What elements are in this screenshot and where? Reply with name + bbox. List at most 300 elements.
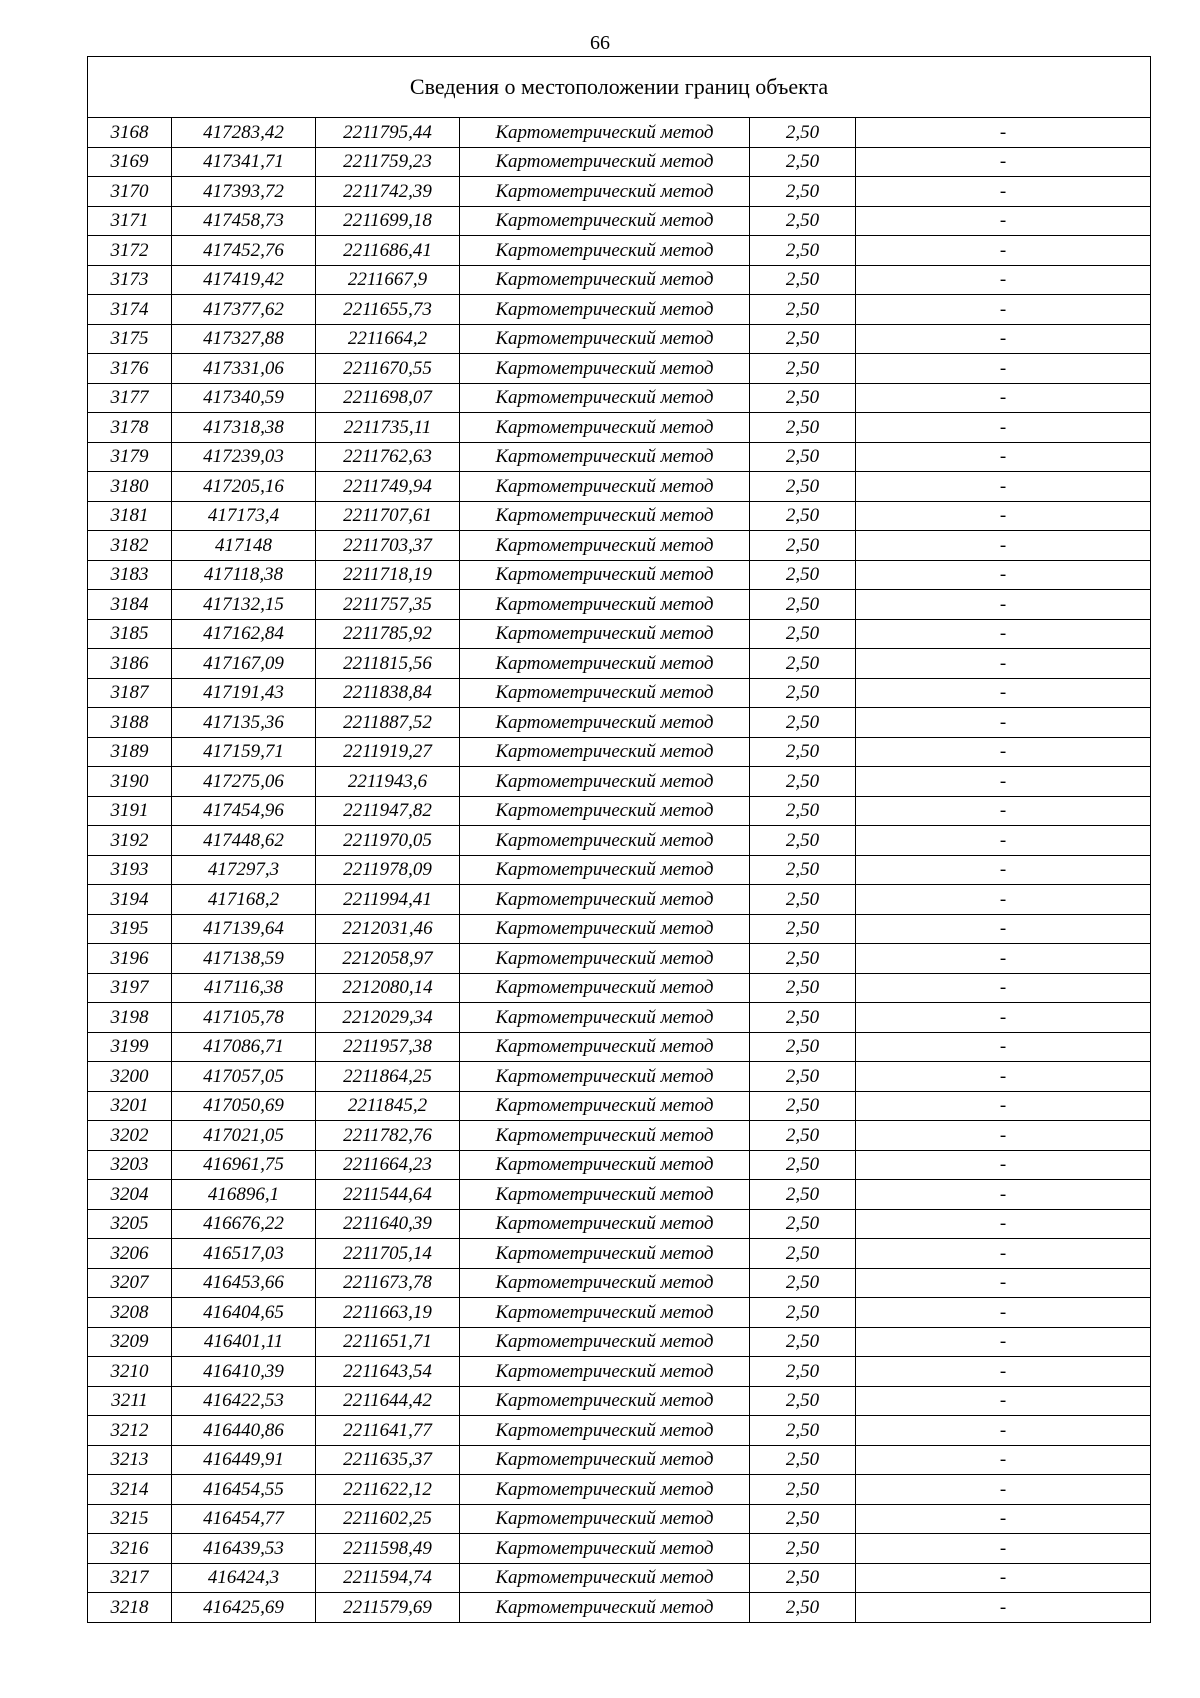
description-cell: - [856, 324, 1151, 354]
accuracy-cell: 2,50 [750, 383, 856, 413]
accuracy-cell: 2,50 [750, 855, 856, 885]
description-cell: - [856, 147, 1151, 177]
x-coordinate-cell: 417057,05 [172, 1062, 316, 1092]
method-cell: Картометрический метод [460, 354, 750, 384]
table-row [88, 1121, 1151, 1151]
accuracy-cell: 2,50 [750, 206, 856, 236]
table-row [88, 973, 1151, 1003]
method-cell: Картометрический метод [460, 383, 750, 413]
accuracy-cell: 2,50 [750, 1416, 856, 1446]
point-number-cell: 3213 [88, 1445, 172, 1475]
x-coordinate-cell: 417275,06 [172, 767, 316, 797]
point-number-cell: 3170 [88, 177, 172, 207]
y-coordinate-cell: 2212031,46 [316, 914, 460, 944]
method-cell: Картометрический метод [460, 206, 750, 236]
description-cell: - [856, 1180, 1151, 1210]
table-row [88, 678, 1151, 708]
y-coordinate-cell: 2211644,42 [316, 1386, 460, 1416]
method-cell: Картометрический метод [460, 1386, 750, 1416]
description-cell: - [856, 1298, 1151, 1328]
description-cell: - [856, 177, 1151, 207]
table-row [88, 914, 1151, 944]
table-row [88, 1032, 1151, 1062]
x-coordinate-cell: 417318,38 [172, 413, 316, 443]
method-cell: Картометрический метод [460, 1032, 750, 1062]
y-coordinate-cell: 2212029,34 [316, 1003, 460, 1033]
point-number-cell: 3191 [88, 796, 172, 826]
point-number-cell: 3182 [88, 531, 172, 561]
table-row [88, 1327, 1151, 1357]
accuracy-cell: 2,50 [750, 767, 856, 797]
accuracy-cell: 2,50 [750, 914, 856, 944]
table-row [88, 531, 1151, 561]
method-cell: Картометрический метод [460, 295, 750, 325]
table-row [88, 1563, 1151, 1593]
y-coordinate-cell: 2211785,92 [316, 619, 460, 649]
method-cell: Картометрический метод [460, 767, 750, 797]
description-cell: - [856, 1091, 1151, 1121]
description-cell: - [856, 973, 1151, 1003]
method-cell: Картометрический метод [460, 1445, 750, 1475]
y-coordinate-cell: 2211759,23 [316, 147, 460, 177]
method-cell: Картометрический метод [460, 118, 750, 148]
method-cell: Картометрический метод [460, 472, 750, 502]
y-coordinate-cell: 2211978,09 [316, 855, 460, 885]
accuracy-cell: 2,50 [750, 295, 856, 325]
accuracy-cell: 2,50 [750, 560, 856, 590]
point-number-cell: 3211 [88, 1386, 172, 1416]
x-coordinate-cell: 416424,3 [172, 1563, 316, 1593]
x-coordinate-cell: 417086,71 [172, 1032, 316, 1062]
point-number-cell: 3218 [88, 1593, 172, 1623]
point-number-cell: 3208 [88, 1298, 172, 1328]
point-number-cell: 3203 [88, 1150, 172, 1180]
accuracy-cell: 2,50 [750, 619, 856, 649]
x-coordinate-cell: 417239,03 [172, 442, 316, 472]
accuracy-cell: 2,50 [750, 1298, 856, 1328]
description-cell: - [856, 1032, 1151, 1062]
point-number-cell: 3199 [88, 1032, 172, 1062]
x-coordinate-cell: 417138,59 [172, 944, 316, 974]
y-coordinate-cell: 2211757,35 [316, 590, 460, 620]
description-cell: - [856, 236, 1151, 266]
point-number-cell: 3200 [88, 1062, 172, 1092]
y-coordinate-cell: 2211795,44 [316, 118, 460, 148]
table-row [88, 796, 1151, 826]
table-row [88, 1003, 1151, 1033]
x-coordinate-cell: 416422,53 [172, 1386, 316, 1416]
accuracy-cell: 2,50 [750, 885, 856, 915]
x-coordinate-cell: 417148 [172, 531, 316, 561]
table-row [88, 147, 1151, 177]
accuracy-cell: 2,50 [750, 1180, 856, 1210]
point-number-cell: 3173 [88, 265, 172, 295]
x-coordinate-cell: 417105,78 [172, 1003, 316, 1033]
accuracy-cell: 2,50 [750, 737, 856, 767]
y-coordinate-cell: 2211640,39 [316, 1209, 460, 1239]
y-coordinate-cell: 2211698,07 [316, 383, 460, 413]
point-number-cell: 3194 [88, 885, 172, 915]
x-coordinate-cell: 417448,62 [172, 826, 316, 856]
y-coordinate-cell: 2211947,82 [316, 796, 460, 826]
description-cell: - [856, 1150, 1151, 1180]
method-cell: Картометрический метод [460, 1268, 750, 1298]
point-number-cell: 3189 [88, 737, 172, 767]
y-coordinate-cell: 2211705,14 [316, 1239, 460, 1269]
accuracy-cell: 2,50 [750, 1091, 856, 1121]
table-row [88, 560, 1151, 590]
y-coordinate-cell: 2211686,41 [316, 236, 460, 266]
accuracy-cell: 2,50 [750, 649, 856, 679]
x-coordinate-cell: 416440,86 [172, 1416, 316, 1446]
description-cell: - [856, 1445, 1151, 1475]
accuracy-cell: 2,50 [750, 1475, 856, 1505]
y-coordinate-cell: 2211594,74 [316, 1563, 460, 1593]
accuracy-cell: 2,50 [750, 1504, 856, 1534]
description-cell: - [856, 944, 1151, 974]
x-coordinate-cell: 417167,09 [172, 649, 316, 679]
y-coordinate-cell: 2211762,63 [316, 442, 460, 472]
x-coordinate-cell: 417132,15 [172, 590, 316, 620]
x-coordinate-cell: 417377,62 [172, 295, 316, 325]
x-coordinate-cell: 417191,43 [172, 678, 316, 708]
table-row [88, 944, 1151, 974]
table-row [88, 1593, 1151, 1623]
x-coordinate-cell: 416439,53 [172, 1534, 316, 1564]
x-coordinate-cell: 417173,4 [172, 501, 316, 531]
point-number-cell: 3190 [88, 767, 172, 797]
method-cell: Картометрический метод [460, 649, 750, 679]
method-cell: Картометрический метод [460, 501, 750, 531]
table-row [88, 1298, 1151, 1328]
accuracy-cell: 2,50 [750, 796, 856, 826]
y-coordinate-cell: 2211845,2 [316, 1091, 460, 1121]
description-cell: - [856, 855, 1151, 885]
accuracy-cell: 2,50 [750, 1445, 856, 1475]
description-cell: - [856, 118, 1151, 148]
description-cell: - [856, 1327, 1151, 1357]
description-cell: - [856, 914, 1151, 944]
accuracy-cell: 2,50 [750, 354, 856, 384]
point-number-cell: 3168 [88, 118, 172, 148]
accuracy-cell: 2,50 [750, 177, 856, 207]
method-cell: Картометрический метод [460, 413, 750, 443]
y-coordinate-cell: 2211622,12 [316, 1475, 460, 1505]
point-number-cell: 3207 [88, 1268, 172, 1298]
x-coordinate-cell: 417021,05 [172, 1121, 316, 1151]
description-cell: - [856, 1563, 1151, 1593]
table-row [88, 383, 1151, 413]
method-cell: Картометрический метод [460, 1327, 750, 1357]
x-coordinate-cell: 417297,3 [172, 855, 316, 885]
description-cell: - [856, 265, 1151, 295]
point-number-cell: 3215 [88, 1504, 172, 1534]
y-coordinate-cell: 2211957,38 [316, 1032, 460, 1062]
method-cell: Картометрический метод [460, 855, 750, 885]
accuracy-cell: 2,50 [750, 1386, 856, 1416]
point-number-cell: 3212 [88, 1416, 172, 1446]
accuracy-cell: 2,50 [750, 678, 856, 708]
method-cell: Картометрический метод [460, 944, 750, 974]
table-row [88, 590, 1151, 620]
y-coordinate-cell: 2211838,84 [316, 678, 460, 708]
description-cell: - [856, 826, 1151, 856]
x-coordinate-cell: 417458,73 [172, 206, 316, 236]
y-coordinate-cell: 2211943,6 [316, 767, 460, 797]
table-row [88, 501, 1151, 531]
accuracy-cell: 2,50 [750, 1593, 856, 1623]
y-coordinate-cell: 2211919,27 [316, 737, 460, 767]
point-number-cell: 3193 [88, 855, 172, 885]
point-number-cell: 3172 [88, 236, 172, 266]
y-coordinate-cell: 2211749,94 [316, 472, 460, 502]
point-number-cell: 3192 [88, 826, 172, 856]
accuracy-cell: 2,50 [750, 1563, 856, 1593]
table-row [88, 236, 1151, 266]
method-cell: Картометрический метод [460, 708, 750, 738]
description-cell: - [856, 767, 1151, 797]
y-coordinate-cell: 2211864,25 [316, 1062, 460, 1092]
description-cell: - [856, 590, 1151, 620]
y-coordinate-cell: 2211742,39 [316, 177, 460, 207]
y-coordinate-cell: 2211707,61 [316, 501, 460, 531]
point-number-cell: 3185 [88, 619, 172, 649]
point-number-cell: 3169 [88, 147, 172, 177]
table-row [88, 1180, 1151, 1210]
method-cell: Картометрический метод [460, 737, 750, 767]
table-row [88, 708, 1151, 738]
point-number-cell: 3217 [88, 1563, 172, 1593]
method-cell: Картометрический метод [460, 1475, 750, 1505]
accuracy-cell: 2,50 [750, 442, 856, 472]
point-number-cell: 3180 [88, 472, 172, 502]
x-coordinate-cell: 417327,88 [172, 324, 316, 354]
description-cell: - [856, 737, 1151, 767]
method-cell: Картометрический метод [460, 678, 750, 708]
accuracy-cell: 2,50 [750, 708, 856, 738]
x-coordinate-cell: 417139,64 [172, 914, 316, 944]
table-row [88, 1209, 1151, 1239]
description-cell: - [856, 678, 1151, 708]
point-number-cell: 3210 [88, 1357, 172, 1387]
table-row [88, 295, 1151, 325]
method-cell: Картометрический метод [460, 1593, 750, 1623]
method-cell: Картометрический метод [460, 1504, 750, 1534]
method-cell: Картометрический метод [460, 885, 750, 915]
x-coordinate-cell: 417454,96 [172, 796, 316, 826]
description-cell: - [856, 885, 1151, 915]
x-coordinate-cell: 417340,59 [172, 383, 316, 413]
method-cell: Картометрический метод [460, 796, 750, 826]
description-cell: - [856, 442, 1151, 472]
description-cell: - [856, 1121, 1151, 1151]
accuracy-cell: 2,50 [750, 826, 856, 856]
accuracy-cell: 2,50 [750, 1327, 856, 1357]
accuracy-cell: 2,50 [750, 531, 856, 561]
table-row [88, 649, 1151, 679]
method-cell: Картометрический метод [460, 442, 750, 472]
table-row [88, 737, 1151, 767]
method-cell: Картометрический метод [460, 1180, 750, 1210]
y-coordinate-cell: 2211598,49 [316, 1534, 460, 1564]
point-number-cell: 3206 [88, 1239, 172, 1269]
description-cell: - [856, 1475, 1151, 1505]
x-coordinate-cell: 416410,39 [172, 1357, 316, 1387]
x-coordinate-cell: 417452,76 [172, 236, 316, 266]
accuracy-cell: 2,50 [750, 1268, 856, 1298]
x-coordinate-cell: 416896,1 [172, 1180, 316, 1210]
y-coordinate-cell: 2211579,69 [316, 1593, 460, 1623]
y-coordinate-cell: 2211718,19 [316, 560, 460, 590]
x-coordinate-cell: 417135,36 [172, 708, 316, 738]
x-coordinate-cell: 417393,72 [172, 177, 316, 207]
description-cell: - [856, 1062, 1151, 1092]
method-cell: Картометрический метод [460, 560, 750, 590]
method-cell: Картометрический метод [460, 973, 750, 1003]
y-coordinate-cell: 2211782,76 [316, 1121, 460, 1151]
y-coordinate-cell: 2212080,14 [316, 973, 460, 1003]
method-cell: Картометрический метод [460, 1298, 750, 1328]
x-coordinate-cell: 417341,71 [172, 147, 316, 177]
description-cell: - [856, 560, 1151, 590]
accuracy-cell: 2,50 [750, 973, 856, 1003]
point-number-cell: 3205 [88, 1209, 172, 1239]
point-number-cell: 3198 [88, 1003, 172, 1033]
description-cell: - [856, 796, 1151, 826]
table-title-row [88, 57, 1151, 118]
method-cell: Картометрический метод [460, 1121, 750, 1151]
x-coordinate-cell: 416454,77 [172, 1504, 316, 1534]
y-coordinate-cell: 2211667,9 [316, 265, 460, 295]
x-coordinate-cell: 417419,42 [172, 265, 316, 295]
accuracy-cell: 2,50 [750, 1209, 856, 1239]
description-cell: - [856, 1416, 1151, 1446]
table-row [88, 1504, 1151, 1534]
y-coordinate-cell: 2211641,77 [316, 1416, 460, 1446]
table-row [88, 826, 1151, 856]
y-coordinate-cell: 2211664,2 [316, 324, 460, 354]
x-coordinate-cell: 416404,65 [172, 1298, 316, 1328]
description-cell: - [856, 383, 1151, 413]
method-cell: Картометрический метод [460, 324, 750, 354]
table-row [88, 1268, 1151, 1298]
method-cell: Картометрический метод [460, 590, 750, 620]
method-cell: Картометрический метод [460, 1416, 750, 1446]
table-row [88, 413, 1151, 443]
description-cell: - [856, 1003, 1151, 1033]
method-cell: Картометрический метод [460, 914, 750, 944]
table-row [88, 472, 1151, 502]
point-number-cell: 3184 [88, 590, 172, 620]
point-number-cell: 3188 [88, 708, 172, 738]
table-row [88, 442, 1151, 472]
point-number-cell: 3171 [88, 206, 172, 236]
y-coordinate-cell: 2211544,64 [316, 1180, 460, 1210]
y-coordinate-cell: 2211673,78 [316, 1268, 460, 1298]
page-number: 66 [590, 32, 610, 54]
x-coordinate-cell: 416425,69 [172, 1593, 316, 1623]
x-coordinate-cell: 417050,69 [172, 1091, 316, 1121]
table-row [88, 885, 1151, 915]
accuracy-cell: 2,50 [750, 1062, 856, 1092]
y-coordinate-cell: 2211663,19 [316, 1298, 460, 1328]
table-row [88, 1062, 1151, 1092]
table-row [88, 206, 1151, 236]
table-row [88, 354, 1151, 384]
accuracy-cell: 2,50 [750, 1357, 856, 1387]
table-row [88, 1416, 1151, 1446]
point-number-cell: 3174 [88, 295, 172, 325]
accuracy-cell: 2,50 [750, 944, 856, 974]
point-number-cell: 3183 [88, 560, 172, 590]
description-cell: - [856, 708, 1151, 738]
table-row [88, 1091, 1151, 1121]
x-coordinate-cell: 417162,84 [172, 619, 316, 649]
accuracy-cell: 2,50 [750, 324, 856, 354]
description-cell: - [856, 649, 1151, 679]
y-coordinate-cell: 2211699,18 [316, 206, 460, 236]
point-number-cell: 3179 [88, 442, 172, 472]
point-number-cell: 3204 [88, 1180, 172, 1210]
y-coordinate-cell: 2211643,54 [316, 1357, 460, 1387]
description-cell: - [856, 206, 1151, 236]
point-number-cell: 3175 [88, 324, 172, 354]
method-cell: Картометрический метод [460, 1062, 750, 1092]
method-cell: Картометрический метод [460, 1239, 750, 1269]
table-row [88, 1357, 1151, 1387]
method-cell: Картометрический метод [460, 1357, 750, 1387]
description-cell: - [856, 501, 1151, 531]
y-coordinate-cell: 2211735,11 [316, 413, 460, 443]
point-number-cell: 3177 [88, 383, 172, 413]
accuracy-cell: 2,50 [750, 1150, 856, 1180]
point-number-cell: 3216 [88, 1534, 172, 1564]
accuracy-cell: 2,50 [750, 118, 856, 148]
description-cell: - [856, 1504, 1151, 1534]
y-coordinate-cell: 2211651,71 [316, 1327, 460, 1357]
y-coordinate-cell: 2211655,73 [316, 295, 460, 325]
description-cell: - [856, 472, 1151, 502]
description-cell: - [856, 531, 1151, 561]
description-cell: - [856, 1209, 1151, 1239]
point-number-cell: 3178 [88, 413, 172, 443]
table-row [88, 1534, 1151, 1564]
point-number-cell: 3187 [88, 678, 172, 708]
accuracy-cell: 2,50 [750, 1239, 856, 1269]
y-coordinate-cell: 2211887,52 [316, 708, 460, 738]
method-cell: Картометрический метод [460, 1209, 750, 1239]
accuracy-cell: 2,50 [750, 147, 856, 177]
accuracy-cell: 2,50 [750, 236, 856, 266]
x-coordinate-cell: 416454,55 [172, 1475, 316, 1505]
table-row [88, 855, 1151, 885]
point-number-cell: 3196 [88, 944, 172, 974]
method-cell: Картометрический метод [460, 1563, 750, 1593]
x-coordinate-cell: 416676,22 [172, 1209, 316, 1239]
x-coordinate-cell: 417118,38 [172, 560, 316, 590]
x-coordinate-cell: 417205,16 [172, 472, 316, 502]
method-cell: Картометрический метод [460, 531, 750, 561]
x-coordinate-cell: 416961,75 [172, 1150, 316, 1180]
accuracy-cell: 2,50 [750, 1003, 856, 1033]
x-coordinate-cell: 416449,91 [172, 1445, 316, 1475]
y-coordinate-cell: 2211635,37 [316, 1445, 460, 1475]
table-row [88, 1475, 1151, 1505]
y-coordinate-cell: 2211970,05 [316, 826, 460, 856]
x-coordinate-cell: 416517,03 [172, 1239, 316, 1269]
x-coordinate-cell: 417331,06 [172, 354, 316, 384]
point-number-cell: 3197 [88, 973, 172, 1003]
